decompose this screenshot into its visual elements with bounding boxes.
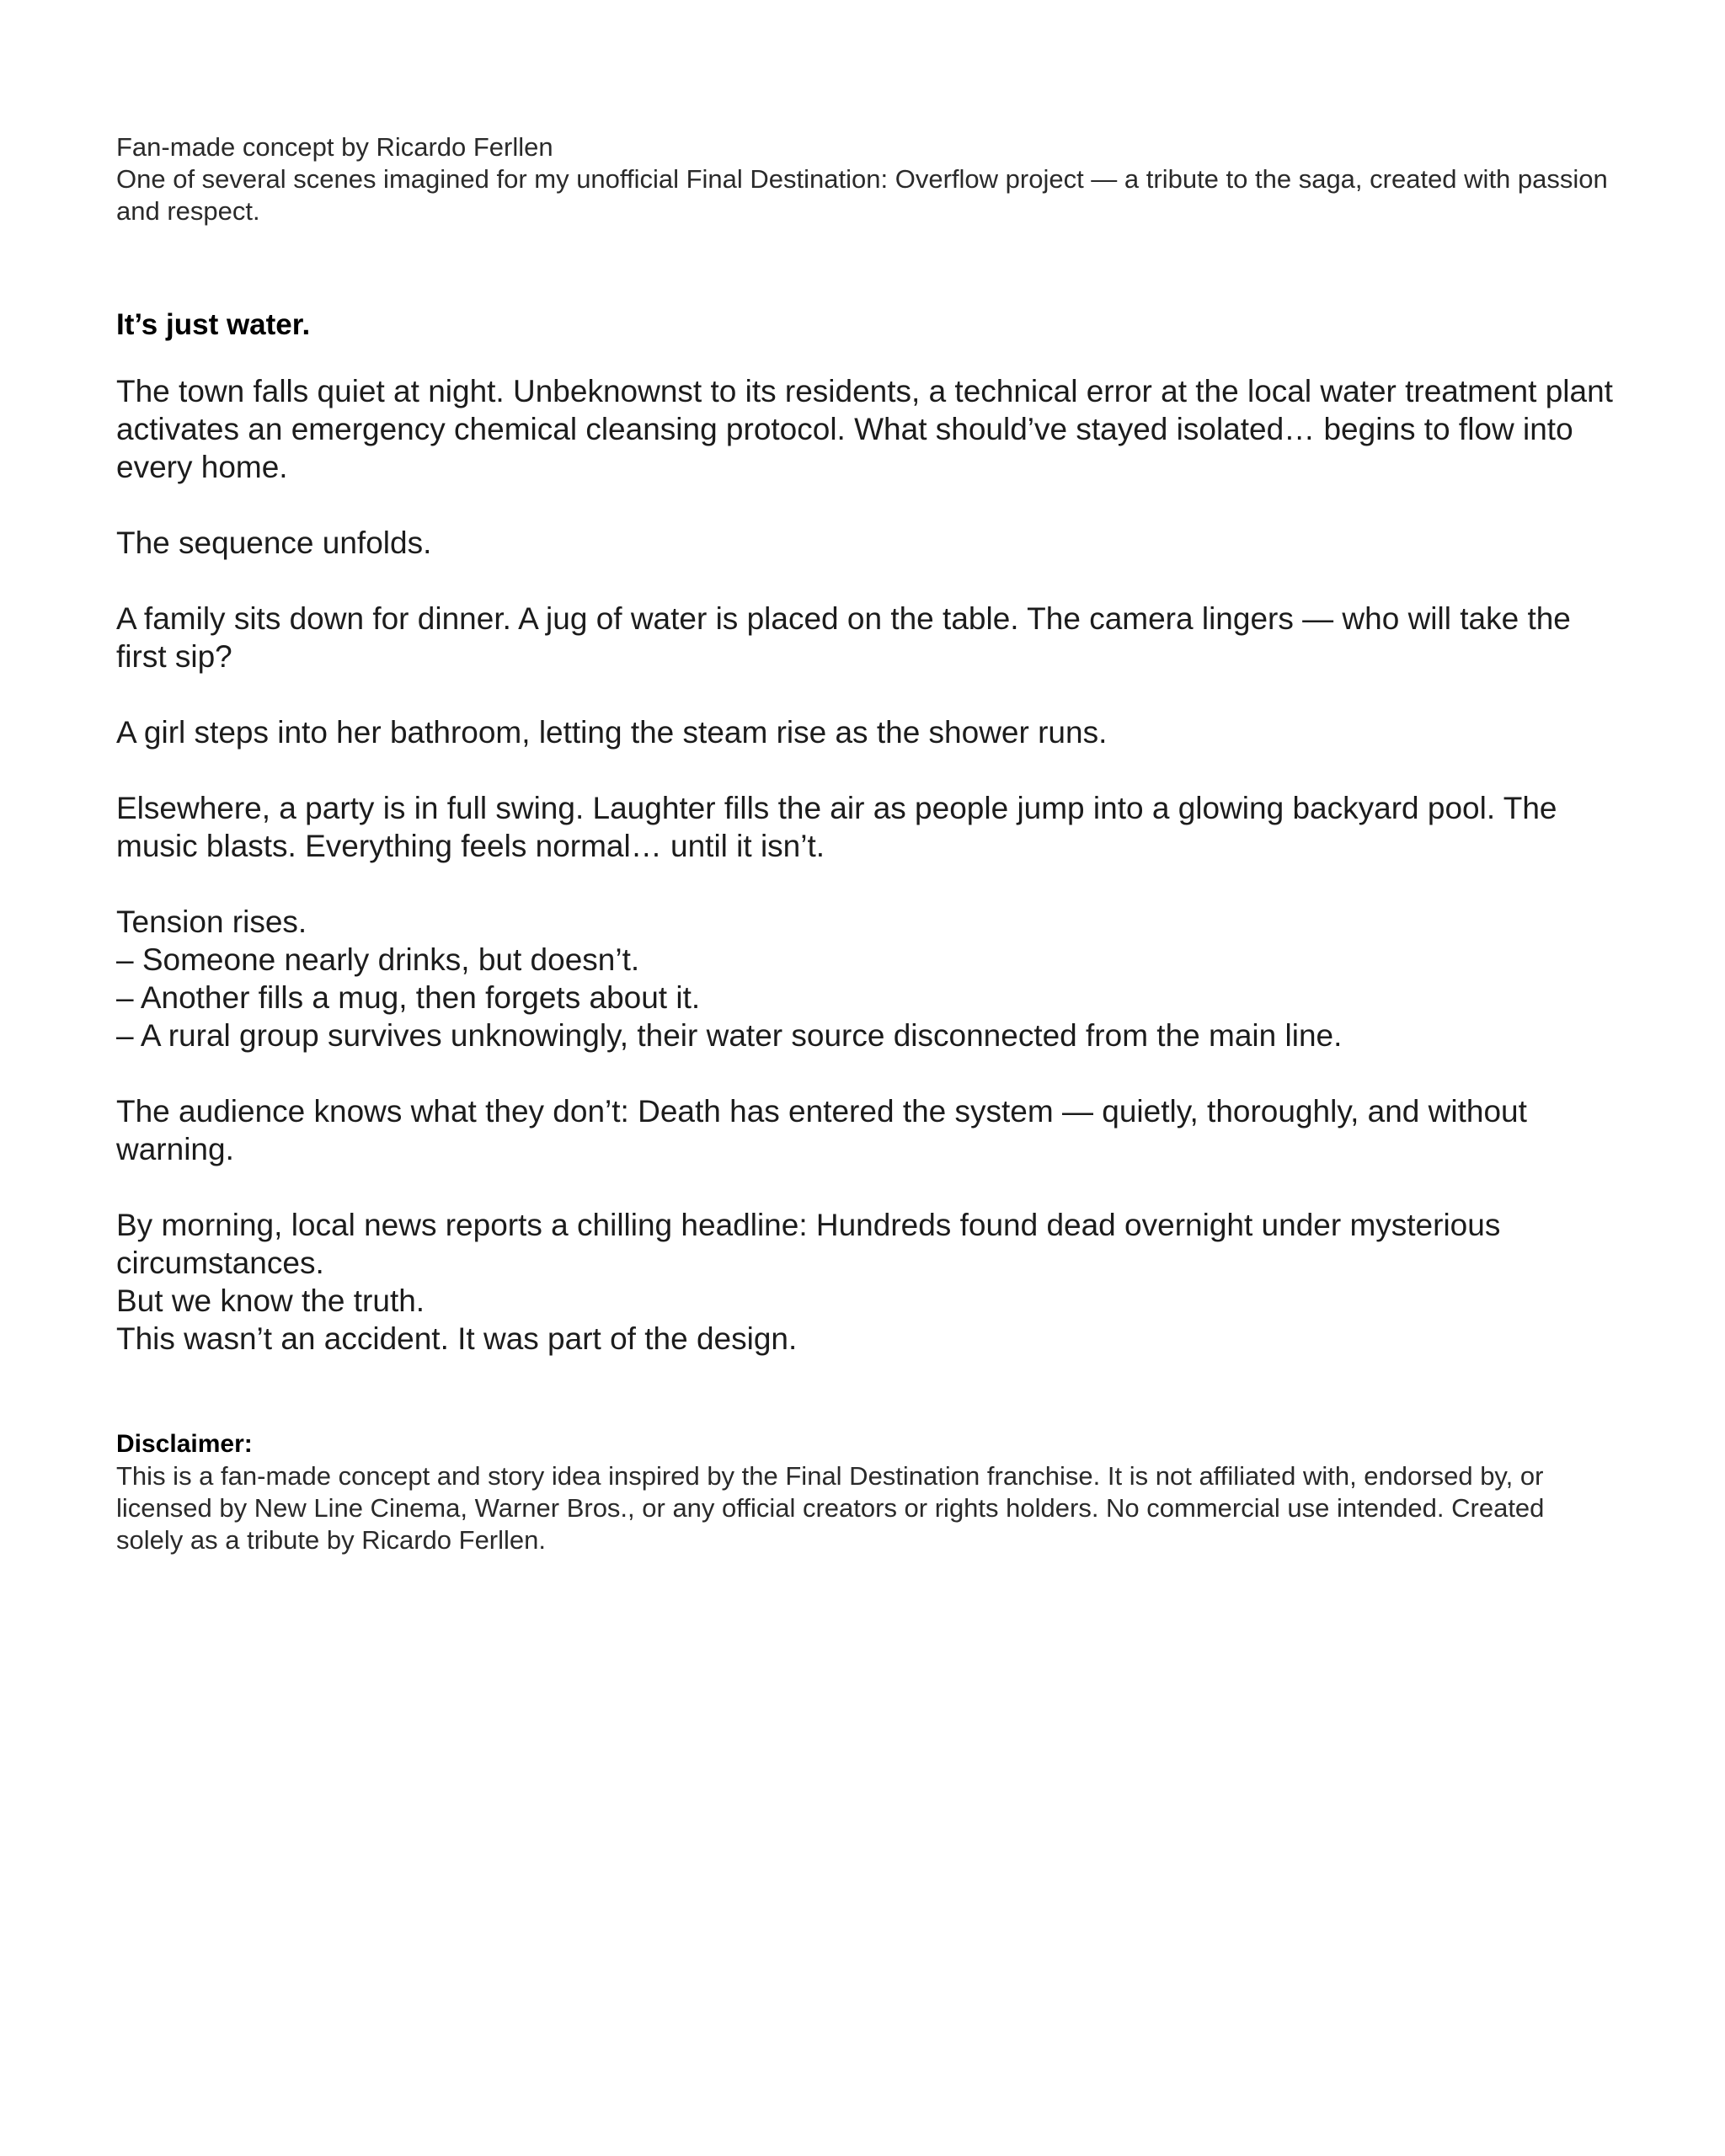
byline: Fan-made concept by Ricardo Ferllen bbox=[116, 132, 553, 162]
paragraph-line: This wasn’t an accident. It was part of the design. bbox=[116, 1321, 798, 1356]
project-description: One of several scenes imagined for my unofficial Final Destination: Overflow project — a tribute to the saga, created with passion and respect. bbox=[116, 164, 1608, 226]
paragraph bbox=[116, 524, 1616, 562]
paragraph-line: A family sits down for dinner. A jug of water is placed on the table. The camera lingers — who will take the first sip? bbox=[116, 601, 1571, 674]
disclaimer-text: This is a fan-made concept and story idea inspired by the Final Destination franchise. It is not affiliated with, endorsed by, or licensed by New Line Cinema, Warner Bros., or any official creators or rights holders. No commercial use intended. Created solely as a tribute by Ricardo Ferllen. bbox=[116, 1461, 1545, 1555]
paragraph bbox=[116, 1092, 1616, 1168]
paragraph-line: By morning, local news reports a chilling headline: Hundreds found dead overnight under mysterious circumstances. bbox=[116, 1208, 1501, 1280]
disclaimer-title: Disclaimer: bbox=[116, 1430, 253, 1458]
paragraph-line: Tension rises. bbox=[116, 905, 307, 939]
paragraph-line: The audience knows what they don’t: Death has entered the system — quietly, thoroughly, and without warning. bbox=[116, 1094, 1527, 1166]
paragraph-line: The sequence unfolds. bbox=[116, 526, 432, 560]
paragraph bbox=[116, 713, 1616, 751]
story-body bbox=[116, 372, 1616, 1358]
paragraph-ending bbox=[116, 1206, 1616, 1358]
paragraph-tension-list bbox=[116, 903, 1616, 1054]
disclaimer-section bbox=[116, 1428, 1616, 1556]
paragraph-line: Elsewhere, a party is in full swing. Laughter fills the air as people jump into a glowing backyard pool. The music blasts. Everything feels normal… until it isn’t. bbox=[116, 791, 1557, 863]
paragraph bbox=[116, 372, 1616, 486]
paragraph bbox=[116, 600, 1616, 675]
paragraph bbox=[116, 789, 1616, 865]
list-item: – A rural group survives unknowingly, their water source disconnected from the main line. bbox=[116, 1018, 1343, 1053]
paragraph-line: A girl steps into her bathroom, letting the steam rise as the shower runs. bbox=[116, 715, 1108, 750]
story-title: It’s just water. bbox=[116, 308, 311, 341]
list-item: – Someone nearly drinks, but doesn’t. bbox=[116, 942, 640, 977]
document-header bbox=[116, 131, 1616, 227]
paragraph-line: The town falls quiet at night. Unbeknownst to its residents, a technical error at the local water treatment plant activates an emergency chemical cleansing protocol. What should’ve stayed isolated… begins to flow into every home. bbox=[116, 374, 1613, 484]
list-item: – Another fills a mug, then forgets about it. bbox=[116, 980, 701, 1015]
document-page bbox=[116, 131, 1616, 1556]
paragraph-line: But we know the truth. bbox=[116, 1283, 425, 1318]
